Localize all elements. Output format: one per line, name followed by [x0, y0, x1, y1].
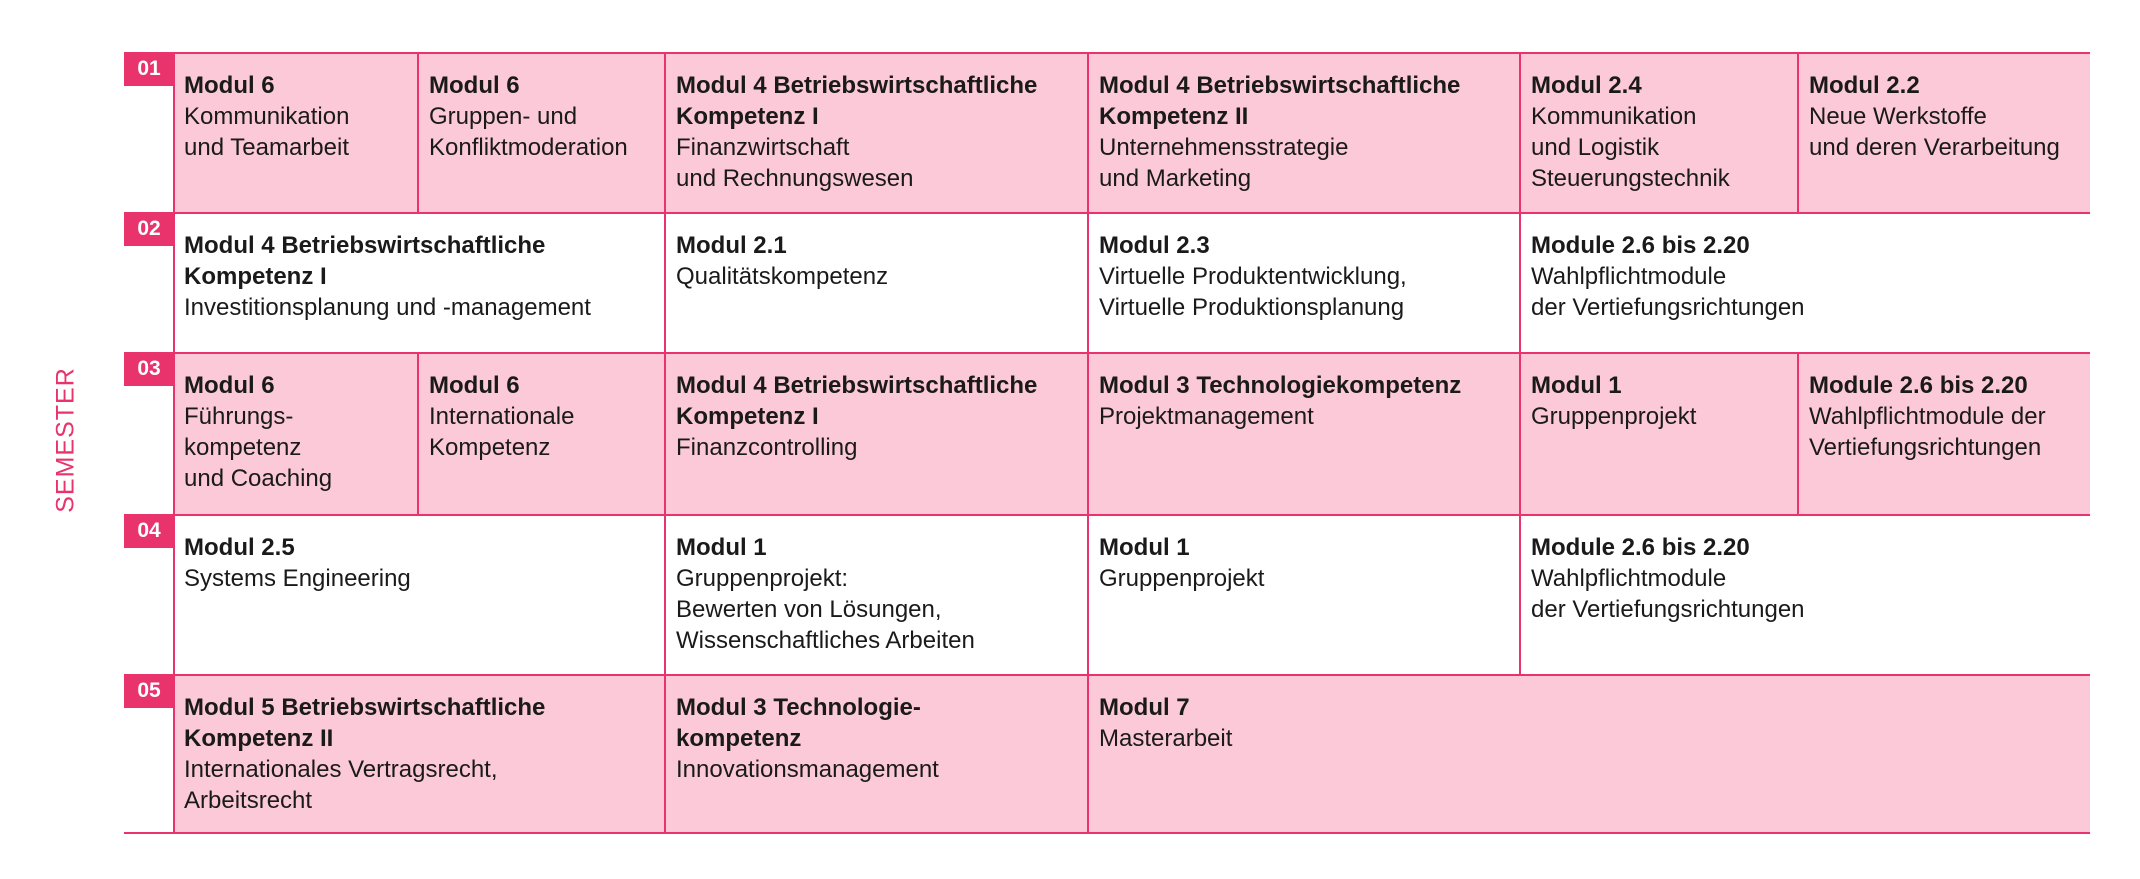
- semester-row: [0, 352, 2140, 514]
- module-title: Modul 4 Betriebswirtschaftliche Kompetenz II: [1099, 72, 1461, 130]
- semester-row: [0, 674, 2140, 832]
- semester-row: [0, 514, 2140, 674]
- semester-number-badge: 05: [124, 674, 174, 708]
- module-cell: [1519, 212, 2090, 352]
- module-title: Modul 2.1: [676, 232, 787, 259]
- module-cell: [1519, 352, 1797, 514]
- module-cell: [174, 52, 417, 212]
- grid-bottom-border: [124, 832, 2090, 834]
- semester-number-badge: 01: [124, 52, 174, 86]
- module-title: Modul 6: [184, 372, 275, 399]
- module-description: Unternehmensstrategie und Marketing: [1099, 134, 1349, 192]
- module-description: Investitionsplanung und -management: [184, 294, 591, 321]
- semester-number-badge: 03: [124, 352, 174, 386]
- module-description: Finanzwirtschaft und Rechnungswesen: [676, 134, 914, 192]
- module-title: Modul 5 Betriebswirtschaftliche Kompetenz II: [184, 694, 546, 752]
- module-cell: [664, 352, 1087, 514]
- module-title: Modul 6: [184, 72, 275, 99]
- module-cell: [174, 352, 417, 514]
- module-cell: [174, 514, 664, 674]
- module-description: Neue Werkstoffe und deren Verarbeitung: [1809, 103, 2060, 161]
- module-description: Gruppenprojekt: [1531, 403, 1697, 430]
- module-description: Internationale Kompetenz: [429, 403, 575, 461]
- module-description: Internationales Vertragsrecht, Arbeitsrecht: [184, 756, 498, 814]
- module-description: Wahlpflichtmodule der Vertiefungsrichtungen: [1531, 565, 1805, 623]
- module-title: Module 2.6 bis 2.20: [1531, 534, 1750, 561]
- module-description: Kommunikation und Logistik Steuerungstechnik: [1531, 103, 1730, 192]
- module-description: Wahlpflichtmodule der Vertiefungsrichtungen: [1531, 263, 1805, 321]
- module-description: Virtuelle Produktentwicklung, Virtuelle Produktionsplanung: [1099, 263, 1407, 321]
- semester-row: [0, 52, 2140, 212]
- module-title: Modul 4 Betriebswirtschaftliche Kompetenz I: [184, 232, 546, 290]
- module-description: Führungs- kompetenz und Coaching: [184, 403, 333, 492]
- module-cell: [664, 212, 1087, 352]
- module-title: Modul 3 Technologiekompetenz: [1099, 372, 1462, 399]
- module-description: Gruppenprojekt: Bewerten von Lösungen, Wissenschaftliches Arbeiten: [676, 565, 975, 654]
- module-title: Modul 6: [429, 372, 520, 399]
- module-description: Wahlpflichtmodule der Vertiefungsrichtungen: [1809, 403, 2046, 461]
- module-title: Modul 1: [676, 534, 767, 561]
- module-cell: [174, 674, 664, 832]
- module-description: Kommunikation und Teamarbeit: [184, 103, 350, 161]
- module-cell: [1797, 352, 2090, 514]
- module-cell: [1087, 212, 1519, 352]
- module-title: Modul 1: [1531, 372, 1622, 399]
- module-cell: [664, 52, 1087, 212]
- module-description: Qualitätskompetenz: [676, 263, 889, 290]
- module-cell: [1087, 514, 1519, 674]
- module-title: Modul 2.5: [184, 534, 295, 561]
- module-title: Modul 7: [1099, 694, 1190, 721]
- module-title: Modul 2.3: [1099, 232, 1210, 259]
- module-cell: [174, 212, 664, 352]
- module-cell: [664, 674, 1087, 832]
- module-cell: [417, 52, 664, 212]
- module-title: Modul 2.4: [1531, 72, 1642, 99]
- module-title: Modul 4 Betriebswirtschaftliche Kompetenz I: [676, 72, 1038, 130]
- module-cell: [1519, 514, 2090, 674]
- semester-row: [0, 212, 2140, 352]
- module-cell: [417, 352, 664, 514]
- module-description: Projektmanagement: [1099, 403, 1314, 430]
- module-description: Innovationsmanagement: [676, 756, 939, 783]
- module-title: Modul 1: [1099, 534, 1190, 561]
- module-cell: [1087, 52, 1519, 212]
- module-title: Module 2.6 bis 2.20: [1531, 232, 1750, 259]
- module-title: Modul 4 Betriebswirtschaftliche Kompetenz I: [676, 372, 1038, 430]
- module-description: Masterarbeit: [1099, 725, 1233, 752]
- module-cell: [1797, 52, 2090, 212]
- semester-number-badge: 04: [124, 514, 174, 548]
- module-description: Systems Engineering: [184, 565, 411, 592]
- module-title: Modul 6: [429, 72, 520, 99]
- module-cell: [664, 514, 1087, 674]
- module-description: Gruppenprojekt: [1099, 565, 1265, 592]
- module-cell: [1519, 52, 1797, 212]
- module-cell: [1087, 352, 1519, 514]
- semester-axis-label: SEMESTER: [51, 367, 80, 513]
- module-title: Modul 2.2: [1809, 72, 1920, 99]
- module-cell: [1087, 674, 2090, 832]
- module-title: Module 2.6 bis 2.20: [1809, 372, 2028, 399]
- semester-number-badge: 02: [124, 212, 174, 246]
- module-title: Modul 3 Technologie- kompetenz: [676, 694, 921, 752]
- module-description: Finanzcontrolling: [676, 434, 858, 461]
- module-description: Gruppen- und Konfliktmoderation: [429, 103, 628, 161]
